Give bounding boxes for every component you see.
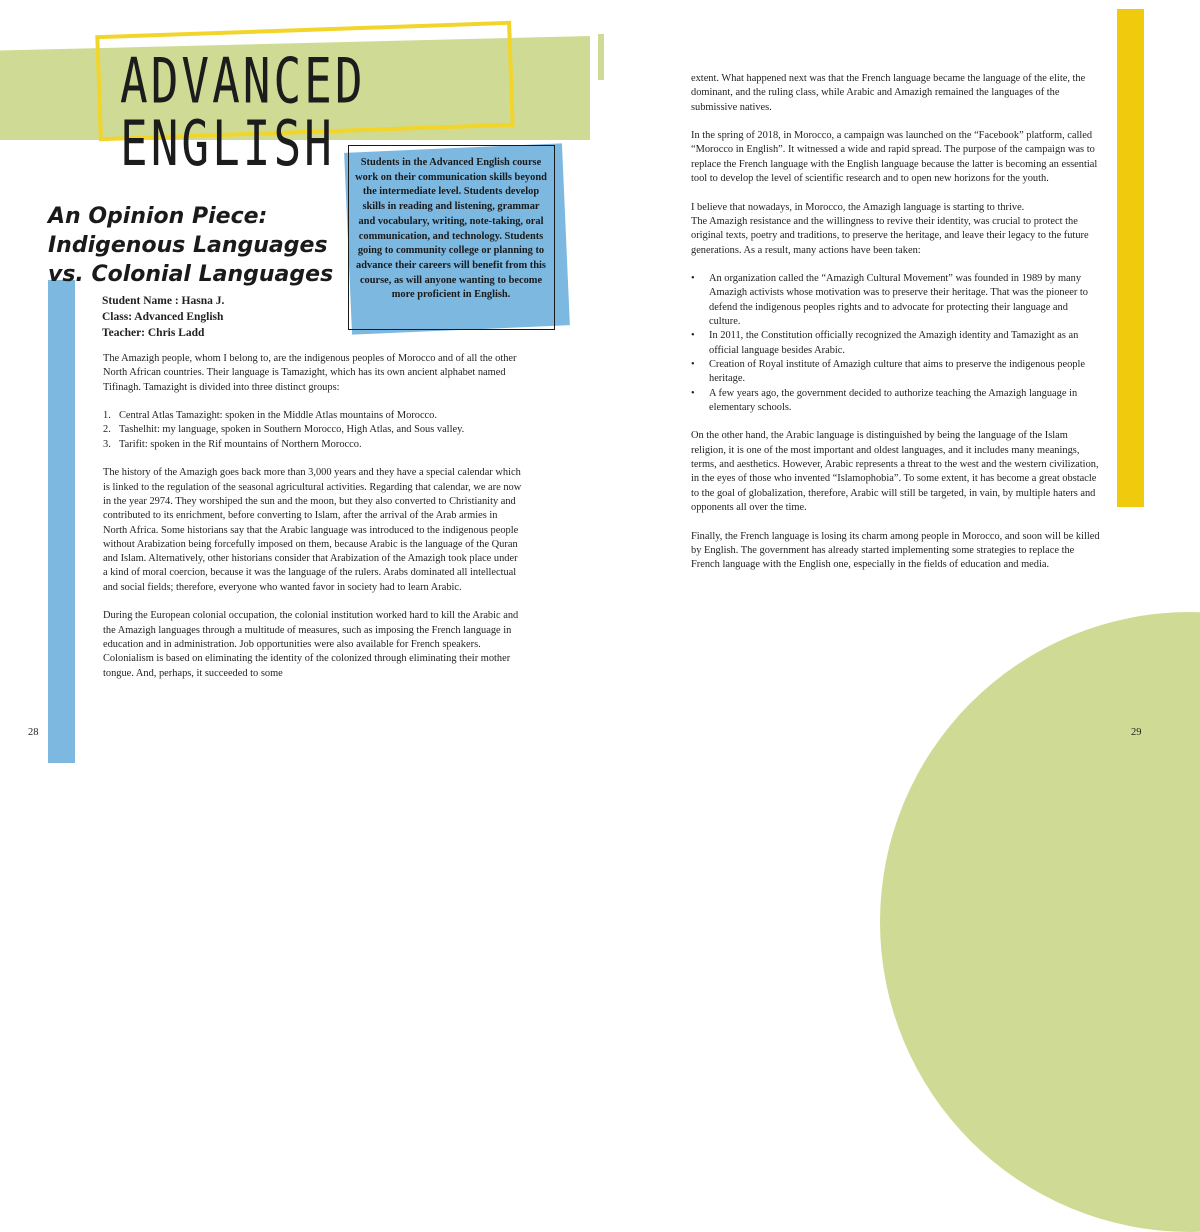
green-accent-shape: [598, 34, 604, 80]
list-item: 1. Central Atlas Tamazight: spoken in the Middle Atlas mountains of Morocco.: [103, 410, 437, 422]
tamazight-groups-list: [103, 409, 523, 452]
belief-paragraph: I believe that nowadays, in Morocco, the Amazigh language is starting to thrive. The Amazigh resistance and the willingness to revive their identity, was crucial to protect the original texts, poetry and traditions, to preserve the heritage, and leave their legacy to the future generations. As a result, many actions have been taken:: [691, 201, 1089, 256]
yellow-side-bar: [1117, 9, 1144, 507]
headline-line: An Opinion Piece:: [48, 204, 268, 229]
headline-line: vs. Colonial Languages: [48, 262, 334, 287]
page-title: ADVANCED ENGLISH: [120, 44, 366, 180]
campaign-paragraph: In the spring of 2018, in Morocco, a campaign was launched on the “Facebook” platform, called “Morocco in English”. It witnessed a wide and rapid spread. The purpose of the campaign was to replace the French language with the English language because the latter is becoming an essential tool to develop the level of scientific research and to open new horizons for the youth.: [691, 130, 1098, 185]
right-page-body: [691, 72, 1101, 587]
page-number-left: 28: [28, 727, 39, 738]
history-paragraph: The history of the Amazigh goes back more than 3,000 years and they have a special calendar which is linked to the regulation of the seasonal agricultural activities. Regarding that calendar, we are now in the year 2974. They worshiped the sun and the moon, but they also converted to Christianity and contributed to its enrichment, before converting to Islam, after the arrival of the Arab armies in North Africa. Some historians say that the Arabic language was introduced to the indigenous people without Arabization being forcefully imposed on them, because Arabic is the language of the Quran and Islam. Alternatively, other historians consider that Arabization of the Amazigh took place under a kind of moral coercion, because it was the language of the rulers. Arabs dominated all intellectual and social fields; therefore, everyone who wanted favor in society had to learn Arabic.: [103, 467, 522, 593]
list-item: • An organization called the “Amazigh Cultural Movement” was founded in 1989 by many Amazigh activists whose motivation was to preserve their heritage. That was the pioneer to defend the indigenous peoples rights and to advocate for protecting their language and culture.: [691, 273, 1088, 328]
article-headline: [48, 202, 348, 289]
colonial-paragraph: During the European colonial occupation, the colonial institution worked hard to kill the Arabic and the Amazigh languages through a multitude of measures, such as imposing the French language in education and in administration. Job opportunities were also available for French speakers. Colonialism is based on eliminating the identity of the colonized through eliminating their mother tongue. And, perhaps, it succeeded to some: [103, 610, 519, 679]
list-item: 3. Tarifit: spoken in the Rif mountains of Northern Morocco.: [103, 438, 362, 450]
student-class: Class: Advanced English: [102, 310, 224, 323]
continuation-paragraph: extent. What happened next was that the French language became the language of the elite, the dominant, and the ruling class, while Arabic and Amazigh remained the languages of the submissive natives.: [691, 73, 1086, 113]
list-item: • In 2011, the Constitution officially recognized the Amazigh identity and Tamazight as an official language besides Arabic.: [691, 330, 1079, 356]
list-item: • A few years ago, the government decided to authorize teaching the Amazigh language in elementary schools.: [691, 387, 1078, 413]
list-item: • Creation of Royal institute of Amazigh culture that aims to preserve the indigenous people heritage.: [691, 358, 1085, 385]
blue-side-bar: [48, 280, 75, 763]
french-paragraph: Finally, the French language is losing its charm among people in Morocco, and soon will be killed by English. The government has already started implementing some strategies to replace the French language with the English one, especially in the fields of education and media.: [691, 530, 1100, 571]
actions-list: [691, 272, 1101, 415]
student-teacher: Teacher: Chris Ladd: [102, 326, 205, 339]
green-circle-shape: [880, 612, 1200, 1232]
headline-line: Indigenous Languages: [48, 233, 328, 258]
student-name: Student Name : Hasna J.: [102, 295, 225, 307]
page-number-right: 29: [1131, 727, 1142, 738]
intro-paragraph: The Amazigh people, whom I belong to, are the indigenous peoples of Morocco and of all the other North African countries. Their language is Tamazight, which has its own ancient alphabet named Tifinagh. Tamazight is divided into three distinct groups:: [103, 353, 517, 393]
list-item: 2. Tashelhit: my language, spoken in Southern Morocco, High Atlas, and Sous valley.: [103, 424, 465, 436]
student-info: [102, 294, 224, 341]
course-description-callout: Students in the Advanced English course work on their communication skills beyond the intermediate level. Students develop skills in reading and listening, grammar and vocabulary, writing, note-taking, oral communication, and technology. Students going to community college or planning to advance their careers will benefit from this course, as will anyone wanting to become more proficient in English.: [355, 157, 547, 301]
left-page-body: [103, 352, 523, 695]
arabic-paragraph: On the other hand, the Arabic language is distinguished by being the language of the Islam religion, it is one of the most important and oldest languages, and it includes many meanings, terms, and aesthetics. However, Arabic represents a threat to the west and the western civilization, in the eyes of those who invented “Islamophobia”. To some extent, it has become a great obstacle to the goal of globalization, therefore, Arabic will still be targeted, in vain, by multiple haters and opponents all over the time.: [691, 430, 1099, 513]
